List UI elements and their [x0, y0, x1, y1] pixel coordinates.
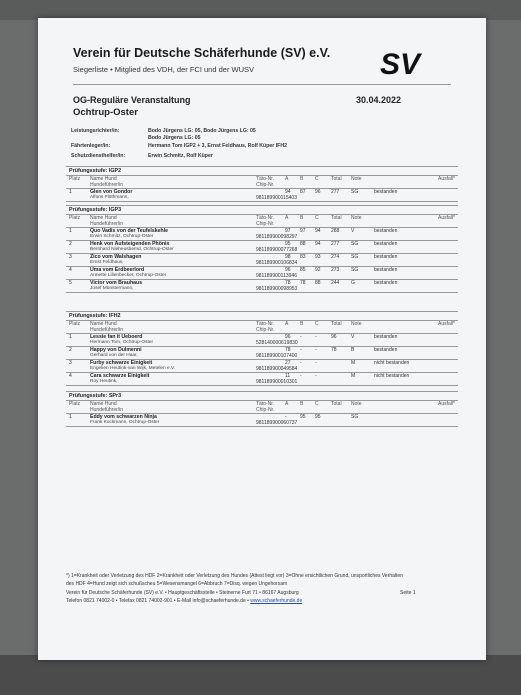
handler-name: Erwin Schmitz, Ochtrup-Oster: [90, 234, 154, 239]
row-rule: [66, 201, 458, 202]
document-page: [38, 18, 486, 660]
col-platz: Platz: [69, 215, 81, 221]
col-handler: Hundeführer/in: [90, 327, 124, 333]
row-rule: [66, 292, 458, 293]
official-name: Bodo Jürgens LG: 05: [148, 135, 201, 141]
score-a: 98: [285, 254, 291, 260]
score-total: 277: [331, 241, 340, 247]
row-platz: 3: [69, 254, 72, 260]
col-c: C: [315, 321, 319, 327]
col-handler: Hundeführer/in: [90, 221, 124, 227]
handler-name: Gerhard von der Haar,: [90, 353, 138, 358]
official-label: Schutzdiensthelfer/in:: [71, 153, 126, 159]
row-platz: 2: [69, 347, 72, 353]
row-platz: 5: [69, 280, 72, 286]
footnote-line-2: des HDF 4=Hund zeigt sich schußscheu 5=Wesensmangel 6=Abbruch 7=Disq. wegen Ungehorsam: [66, 581, 288, 587]
score-b: 85: [300, 267, 306, 273]
result-status: bestanden: [374, 228, 398, 234]
col-platz: Platz: [69, 176, 81, 182]
handler-name: Engelien Heutink-van Wijk, Metelen e.V.: [90, 366, 176, 371]
background-floor: [0, 655, 521, 695]
grade-note: M: [351, 373, 356, 379]
col-a: A: [285, 215, 289, 221]
score-a: 27: [285, 360, 291, 366]
footnote-line-1: *) 1=Krankheit oder Verletzung des HDF 2=Krankheit oder Verletzung des Hundes (Attest liegt vor) 3=Ohne ersichtlichen Grund, unsportliches Verhalten: [66, 573, 403, 579]
row-platz: 4: [69, 267, 72, 273]
col-a: A: [285, 176, 289, 182]
result-status: bestanden: [374, 280, 398, 286]
col-note: Note: [351, 176, 362, 182]
grade-note: V: [351, 334, 355, 340]
col-a: A: [285, 401, 289, 407]
row-platz: 3: [69, 360, 72, 366]
handler-name: Alfons Flöthmann,: [90, 195, 129, 200]
score-c: 96: [315, 189, 321, 195]
stage-title: Prüfungsstufe: IGP2: [69, 168, 122, 174]
dog-name: Happy von Dulmenni: [90, 347, 142, 353]
col-b: B: [300, 401, 304, 407]
col-name: Name Hund: [90, 401, 117, 407]
result-status: bestanden: [374, 189, 398, 195]
col-a: A: [285, 321, 289, 327]
sv-logo-text: SV: [380, 48, 421, 78]
dog-name: Eddy vom schwarzen Ninja: [90, 414, 157, 420]
score-total: 244: [331, 280, 340, 286]
score-b: -: [300, 347, 302, 353]
row-platz: 1: [69, 189, 72, 195]
col-name: Name Hund: [90, 215, 117, 221]
dog-name: Victor vom Brauhaus: [90, 280, 143, 286]
row-rule: [66, 426, 458, 427]
col-total: Total: [331, 321, 342, 327]
stage-divider: [66, 205, 458, 206]
col-c: C: [315, 176, 319, 182]
event-location: Ochtrup-Oster: [73, 107, 138, 118]
chip-number: 981189900113946: [256, 273, 297, 279]
club-subtitle: Siegerliste • Mitglied des VDH, der FCI und der WUSV: [73, 65, 255, 74]
col-name: Name Hund: [90, 176, 117, 182]
score-c: -: [315, 360, 317, 366]
col-c: C: [315, 401, 319, 407]
col-ausfall: Ausfall*: [438, 401, 455, 407]
col-chip: Chip-Nr.: [256, 327, 275, 333]
score-b: 78: [300, 280, 306, 286]
official-name: Erwin Schmitz, Rolf Küper: [148, 153, 213, 159]
col-b: B: [300, 215, 304, 221]
stage-divider: [66, 311, 458, 312]
col-b: B: [300, 321, 304, 327]
score-a: 97: [285, 228, 291, 234]
col-handler: Hundeführer/in: [90, 407, 124, 413]
col-taeto: Täto-Nr.: [256, 401, 275, 407]
stage-title: Prüfungsstufe: IGP3: [69, 207, 122, 213]
chip-number: 981189900106834: [256, 260, 298, 266]
col-note: Note: [351, 401, 362, 407]
sv-logo: [378, 48, 448, 78]
page-number: Seite 1: [400, 590, 416, 596]
dog-name: Henk von Aufsteigenden Phönix: [90, 241, 170, 247]
chip-number: 981189900077268: [256, 247, 298, 253]
chip-number: 981189900049584: [256, 366, 298, 372]
club-title: Verein für Deutsche Schäferhunde (SV) e.V.: [73, 46, 331, 60]
row-platz: 1: [69, 228, 72, 234]
dog-name: Cara schwarze Einigkeit: [90, 373, 150, 379]
score-total: 277: [331, 189, 340, 195]
chip-number: 981189900107400: [256, 353, 298, 359]
stage-title: Prüfungsstufe: IFH2: [69, 313, 121, 319]
col-taeto: Täto-Nr.: [256, 321, 275, 327]
col-ausfall: Ausfall*: [438, 215, 455, 221]
score-b: -: [300, 373, 302, 379]
col-note: Note: [351, 215, 362, 221]
event-name: OG-Reguläre Veranstaltung: [73, 95, 191, 105]
score-total: 273: [331, 267, 340, 273]
chip-number: 981189900098953: [256, 286, 298, 292]
row-platz: 2: [69, 241, 72, 247]
col-total: Total: [331, 176, 342, 182]
grade-note: SG: [351, 254, 359, 260]
score-c: -: [315, 334, 317, 340]
col-ausfall: Ausfall*: [438, 321, 455, 327]
col-c: C: [315, 215, 319, 221]
grade-note: M: [351, 360, 356, 366]
stage-divider: [66, 391, 458, 392]
score-c: 92: [315, 267, 321, 273]
chip-number: 981189900010301: [256, 379, 298, 385]
col-name: Name Hund: [90, 321, 117, 327]
website-link[interactable]: www.schaeferhunde.de: [250, 598, 303, 604]
handler-name: Ernst Feldhaus,: [90, 260, 124, 265]
score-a: 95: [285, 241, 291, 247]
col-taeto: Täto-Nr.: [256, 215, 275, 221]
result-status: nicht bestanden: [374, 373, 410, 379]
footer-contact-text: Telefon 0821 74002-0 • Telefax 0821 74002-901 • E-Mail info@schaeferhunde.de •: [66, 598, 251, 604]
score-b: 87: [300, 189, 306, 195]
col-platz: Platz: [69, 401, 81, 407]
official-name: Bodo Jürgens LG: 05, Bodo Jürgens LG: 05: [148, 128, 256, 134]
dog-name: Quo Vadis von der Teufelskehle: [90, 228, 169, 234]
stage-title: Prüfungsstufe: SPr3: [69, 393, 122, 399]
col-taeto: Täto-Nr.: [256, 176, 275, 182]
score-a: 94: [285, 189, 291, 195]
row-platz: 4: [69, 373, 72, 379]
handler-name: Annette Lilienbecker, Ochtrup-Oster: [90, 273, 167, 278]
score-total: 288: [331, 228, 340, 234]
chip-number: 981189900060737: [256, 420, 298, 426]
col-chip: Chip-Nr.: [256, 182, 275, 188]
col-platz: Platz: [69, 321, 81, 327]
stage-divider: [66, 166, 458, 167]
score-b: 97: [300, 228, 306, 234]
chip-number: 528140000619830: [256, 340, 298, 346]
col-handler: Hundeführer/in: [90, 182, 124, 188]
score-c: 93: [315, 254, 321, 260]
score-b: -: [300, 360, 302, 366]
dog-name: Uma vom Erdbeerlord: [90, 267, 145, 273]
dog-name: Lessie fan it Ueboerd: [90, 334, 143, 340]
official-label: Leistungsrichter/in:: [71, 128, 120, 134]
score-a: -: [285, 414, 287, 420]
row-platz: 1: [69, 334, 72, 340]
result-status: bestanden: [374, 334, 398, 340]
score-a: 78: [285, 280, 291, 286]
result-status: bestanden: [374, 254, 398, 260]
score-c: -: [315, 347, 317, 353]
score-b: 83: [300, 254, 306, 260]
grade-note: SG: [351, 267, 359, 273]
col-total: Total: [331, 401, 342, 407]
score-a: 96: [285, 267, 291, 273]
col-total: Total: [331, 215, 342, 221]
score-b: 95: [300, 414, 306, 420]
score-b: -: [300, 334, 302, 340]
chip-number: 981189900098297: [256, 234, 298, 240]
result-status: nicht bestanden: [374, 360, 410, 366]
col-chip: Chip-Nr.: [256, 221, 275, 227]
score-c: 94: [315, 228, 321, 234]
col-ausfall: Ausfall*: [438, 176, 455, 182]
score-total: 274: [331, 254, 340, 260]
col-chip: Chip-Nr.: [256, 407, 275, 413]
score-c: 94: [315, 241, 321, 247]
score-c: -: [315, 373, 317, 379]
result-status: bestanden: [374, 347, 398, 353]
row-platz: 1: [69, 414, 72, 420]
footer-address: Verein für Deutsche Schäferhunde (SV) e.V. • Hauptgeschäftsstelle • Steinerne Furt 71 • 86167 Augsburg: [66, 590, 299, 596]
handler-name: Frank Kockmann, Ochtrup-Oster: [90, 420, 160, 425]
result-status: bestanden: [374, 241, 398, 247]
handler-name: Bernhard Nieheusbemd, Ochtrup-Oster: [90, 247, 174, 252]
handler-name: Hermann Tom, Ochtrup-Oster: [90, 340, 154, 345]
score-c: 95: [315, 414, 321, 420]
score-a: 11: [285, 373, 291, 379]
score-a: 78: [285, 347, 291, 353]
col-b: B: [300, 176, 304, 182]
result-status: bestanden: [374, 267, 398, 273]
grade-note: B: [351, 347, 355, 353]
chip-number: 981189900115403: [256, 195, 297, 201]
official-label: Fährtenleger/in:: [71, 143, 111, 149]
background-top: [0, 0, 521, 20]
score-c: 88: [315, 280, 321, 286]
footer-contact: [66, 598, 302, 604]
event-date: 30.04.2022: [356, 95, 402, 105]
official-name: Hermann Tom IGP2 + 3, Ernst Feldhaus, Rolf Küper IFH2: [148, 143, 287, 149]
score-total: 96: [331, 334, 337, 340]
grade-note: SG: [351, 241, 359, 247]
grade-note: SG: [351, 189, 359, 195]
score-a: 96: [285, 334, 291, 340]
score-b: 88: [300, 241, 306, 247]
row-rule: [66, 385, 458, 386]
grade-note: V: [351, 228, 355, 234]
grade-note: SG: [351, 414, 359, 420]
dog-name: Glen von Gondor: [90, 189, 133, 195]
col-note: Note: [351, 321, 362, 327]
dog-name: Zico vom Walshagen: [90, 254, 142, 260]
handler-name: Josef Münstermann,: [90, 286, 134, 291]
score-total: 78: [331, 347, 337, 353]
dog-name: Furby schwarze Einigkeit: [90, 360, 153, 366]
handler-name: Roy Heutink,: [90, 379, 118, 384]
header-divider: [73, 84, 451, 85]
grade-note: G: [351, 280, 355, 286]
